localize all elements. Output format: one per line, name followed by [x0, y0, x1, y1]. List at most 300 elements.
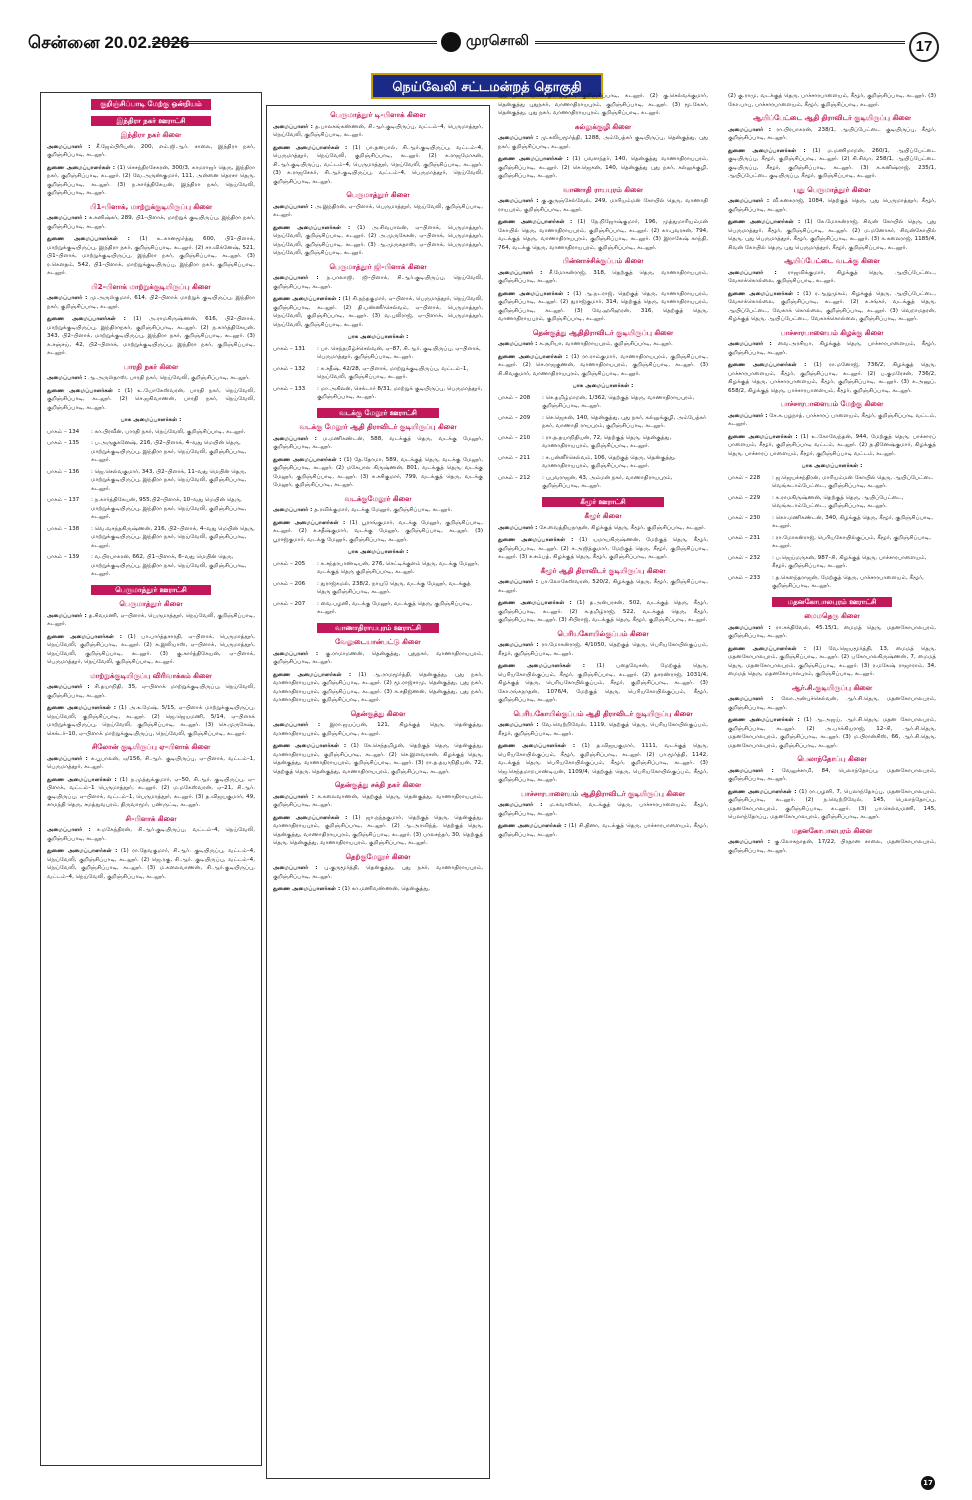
role-label: அமைப்பாளர் :: [47, 684, 90, 690]
member-details: (1) உ.கோவேந்தன், 944, மேற்குத் தெரு, பாச்சாரப் பாளையம், கீழூர், குறிஞ்சிப்பாடி வட்டம், கடலூர். (2) த.தினேஷ்குமார், கிழக்குத் தெரு, பாச்சாரப் பாளையம், கீழூர், குறிஞ்சிப்பாடி வட்டம், கடலூர்.: [728, 433, 937, 457]
section-heading: குறிஞ்சிப்பாடி மேற்கு ஒன்றியம்: [91, 99, 211, 110]
branch-heading: பெரியகோயில்குப்பம் ஆதி திராவிடர் குடியிருப்பு கிளை: [513, 709, 693, 718]
booth-row: [728, 534, 936, 551]
member-details: கு.லோகநாதன், 17/22, பிரதான சாலை, மதனகோபாலபுரம், குறிஞ்சிப்பாடி, கடலூர்.: [728, 839, 936, 854]
role-label: துணை அமைப்பாளர்கள் :: [273, 886, 341, 892]
member-details: (1) கா.மணிவண்ணன், தென்குத்து,: [342, 886, 431, 892]
branch-heading: பாரதி நகர் கிளை: [123, 362, 179, 371]
section-heading: பெருமாத்தூர் ஊராட்சி: [91, 585, 211, 596]
member-paragraph: [47, 847, 255, 881]
member-paragraph: [728, 412, 936, 429]
branch-heading: வடக்கு மேலூர் ஆதி திராவிடர் குடியிருப்பு கிளை: [299, 423, 457, 431]
member-paragraph: [273, 274, 483, 291]
booth-number: பாகம் – 132: [273, 365, 306, 372]
role-label: அமைப்பாளர் :: [273, 793, 314, 800]
role-label: அமைப்பாளர் :: [273, 507, 313, 513]
booth-number: பாகம் – 211: [498, 454, 531, 461]
booth-number: பாகம் – 135: [47, 440, 80, 446]
member-paragraph: [498, 742, 708, 785]
member-details: (1) தே.தோமா, 589, வடக்குத் தெரு, வடக்கு மேலூர், குறிஞ்சிப்பாடி, கடலூர். (2) மகேபால கிருஷ்ணன், 801, வடக்குத் தெரு, வடக்கு மேலூர், குறிஞ்சிப்பாடி, கடலூர். (3) சு.சசிகுமார், 799, வடக்குத் தெரு, வடக்கு மேலூர், குறிஞ்சிப்பாடி, கடலூர்.: [273, 456, 484, 488]
member-details: ரா.பிரபாகரன், 238/1, ஆயிப்பேட்டை குடியிருப்பு, கீழூர், குறிஞ்சிப்பாடி, கடலூர்.: [728, 126, 936, 141]
member-details: (2) கு.ராமு, வடக்குத் தெரு, பாச்சாரபாளையம், கீழூர், குறிஞ்சிப்பாடி, கடலூர். (3) கோ.பாபு, பாச்சாரபாளையம், கீழூர், குறிஞ்சிப்பாடி, கடலூர்.: [728, 93, 936, 108]
role-label: அமைப்பாளர் :: [273, 722, 321, 728]
branch-heading: வேலுடையான்பட்டு கிளை: [335, 638, 421, 646]
constituency-banner: நெய்வேலி சட்டமன்றத் தொகுதி: [371, 73, 603, 99]
member-details: பு.குருமூர்த்தி, தென்குத்து, புது நகர், வாணாதிராயபுரம், குறிஞ்சிப்பாடி, கடலூர்.: [273, 865, 483, 880]
booth-row: [47, 439, 255, 465]
booth-agent: : ரா.த.தயாநிதியன், 72, தெற்குத் தெரு, தென்குத்து, வாணாதிராயபுரம், குறிஞ்சிப்பாடி, கடலூர்.: [542, 434, 672, 449]
member-details: வீ.கனகராஜ், 1084, தெற்குத் தெரு, புது பெருமாத்தூர், கீழூர், குறிஞ்சிப்பாடி, கடலூர்.: [728, 198, 936, 213]
member-paragraph: [728, 290, 936, 324]
branch-heading: வாணாதி ராயபுரம் கிளை: [563, 185, 643, 194]
member-details: (1) த.அன்பரசன், 502, வடக்குத் தெரு, கீழூர், குறிஞ்சிப்பாடி, கடலூர். (2) க.தமிழ்ராஜ், 522, வடக்குத் தெரு, கீழூர், குறிஞ்சிப்பாடி, கடலூர். (3) சிபிராஜ், வடக்குத் தெரு, கீழூர், குறிஞ்சிப்பாடி, கடலூர்.: [498, 600, 709, 623]
booth-agent: : த.கௌந்தராஜன், மேற்குத் தெரு, பாச்சாரபாளையம், கீழூர், குறிஞ்சிப்பாடி, கடலூர்.: [772, 574, 924, 589]
booth-row: [273, 560, 483, 577]
role-label: துணை அமைப்பாளர்கள் :: [273, 456, 342, 463]
role-label: அமைப்பாளர் :: [47, 215, 87, 221]
member-paragraph: [273, 650, 483, 667]
booth-number: பாகம் – 131: [273, 345, 306, 352]
booth-agent: : வை.பழனி, வடக்கு மேலூர், வடக்குத் தெரு, குறிஞ்சிப்பாடி, கடலூர்.: [317, 600, 472, 615]
role-label: அமைப்பாளர் :: [273, 203, 313, 210]
member-paragraph: [728, 716, 936, 750]
booth-agent: : க.ராமகிருஷ்ணன், தெற்குத் தெரு, ஆயிப்பேட்டை, வெங்கடாம்பேட்டை, குறிஞ்சிப்பாடி, கடலூர்.: [772, 494, 904, 509]
booth-agent: : ஜெ.செல்வகுமார், 343, பி2–பிளாக், 11–வது மெயின் தெரு, மாற்றுக்குடியிருப்பு, இந்திரா நகர், நெய்வேலி, குறிஞ்சிப்பாடி, கடலூர்.: [91, 468, 247, 492]
subheading: பாக அமைப்பாளர்கள் :: [801, 463, 863, 469]
member-paragraph: [498, 822, 708, 839]
booth-row: [498, 454, 708, 471]
member-details: ம.கவாஸ்கர், வடக்குத் தெரு, பாச்சாரபாளையம், கீழூர், குறிஞ்சிப்பாடி, கடலூர்.: [498, 802, 709, 817]
branch-heading: தெற்குமேலூர் கிளை: [345, 852, 411, 861]
member-paragraph: [728, 695, 936, 712]
role-label: துணை அமைப்பாளர்கள் :: [728, 433, 798, 440]
member-paragraph: [273, 224, 483, 258]
booth-row: [47, 496, 255, 522]
member-details: (1) சி.தினா, வடக்குத் தெரு, பாச்சாரபாளையம், கீழூர், குறிஞ்சிப்பாடி, கடலூர்.: [498, 823, 708, 838]
booth-row: [728, 494, 936, 511]
subheading: பாக அமைப்பாளர்கள் :: [347, 334, 409, 340]
member-paragraph: [498, 155, 708, 181]
member-paragraph: [47, 683, 255, 700]
member-details: சு.பூபாலன், ஏ/156, சி.ஆர். குடியிருப்பு, ஏ–பிளாக், வட்டம்–1, பெருமாத்தூர், கடலூர்.: [47, 755, 255, 770]
member-paragraph: [498, 340, 708, 349]
role-label: அமைப்பாளர் :: [728, 624, 771, 631]
newspaper-logo-icon: [441, 32, 461, 52]
member-details: (1) கே.செந்தமிழன், தெற்குத் தெரு, தென்குத்து, வாணாதிராயபுரம், குறிஞ்சிப்பாடி, கடலூர். (2) செ.இளவரசன், கிழக்குத் தெரு, தென்குத்து, வாணாதிராயபுரம், குறிஞ்சிப்பாடி, கடலூர். (3) ரா.த.தயாநிதியன், 72, தெற்குத் தெரு, தென்குத்து, வாணாதிராயபுரம், குறிஞ்சிப்பாடி, கடலூர்.: [273, 743, 483, 775]
member-details: (1) செசந்திரசேகரன், 300/3, காமராஜர் தெரு, இந்திரா நகர், குறிஞ்சிப்பாடி, கடலூர். (2) வே.அருண்குமார், 111, அன்னை தெரசா தெரு, குறிஞ்சிப்பாடி, கடலூர். (3) ந.கார்த்திகேயன், இந்திரா நகர், நெய்வேலி, குறிஞ்சிப்பாடி, கடலூர்.: [47, 164, 255, 196]
member-paragraph: [47, 755, 255, 772]
member-paragraph: [273, 456, 483, 490]
branch-heading: வடக்குமேலூர் கிளை: [344, 494, 412, 503]
role-label: அமைப்பாளர் :: [728, 198, 770, 204]
booth-row: [728, 574, 936, 591]
role-label: துணை அமைப்பாளர்கள் :: [273, 743, 347, 749]
section-heading: வடக்கு மேலூர் ஊராட்சி: [317, 408, 439, 419]
booth-number: பாகம் – 136: [47, 468, 80, 475]
booth-row: [47, 553, 255, 579]
member-paragraph: [47, 633, 255, 667]
member-details: புது நகர், வாணாதிராயபுரம், குறிஞ்சிப்பாடி, கடலூர். (2) கு.செல்வக்குமார், தென்குத்து புதுநகர், வாணாதிராயபுரம், குறிஞ்சிப்பாடி, கடலூர். (3) மூ.கேசர், தென்குத்து, புது நகர், வாணாதிராயபுரம், குறிஞ்சிப்பாடி, கடலூர்.: [498, 93, 708, 116]
edition-date: சென்னை 20.02.2026: [28, 33, 190, 52]
booth-row: [273, 600, 483, 617]
member-paragraph: [498, 578, 708, 595]
footer-page-number: 17: [921, 1476, 935, 1490]
role-label: அமைப்பாளர் :: [728, 412, 768, 419]
role-label: துணை அமைப்பாளர்கள் :: [498, 290, 570, 297]
role-label: அமைப்பாளர் :: [273, 123, 313, 130]
member-paragraph: [273, 885, 483, 894]
role-label: அமைப்பாளர் :: [498, 198, 539, 204]
branch-heading: பாச்சாரபாளையம் கிழக்கு கிளை: [780, 328, 884, 337]
booth-agent: : ப.அருகுகனேஷ், 216, பி2–பிளாக், 4–வது மெயின் தெரு, மாற்றுக்குடியிருப்பு, இந்திரா நகர், நெய்வேலி, குறிஞ்சிப்பாடி, கடலூர்.: [91, 440, 247, 463]
member-details: (1) ஆ.நடராஜ், தெற்குத் தெரு, வாணாதிராயபுரம், குறிஞ்சிப்பாடி, கடலூர். (2) துராஜ்குமார், 314, தெற்குத் தெரு, வாணாதிராயபுரம், குறிஞ்சிப்பாடி, கடலூர். (3) வே.ஹரிஹரன், 316, தெற்குத் தெரு, வாணாதிராயபுரம், குறிஞ்சிப்பாடி, கடலூர்.: [498, 290, 709, 322]
member-details: (1) ரா.பழனி, 7, பெலாந்தோப்பு, மதனகோபாலபுரம், குறிஞ்சிப்பாடி, கடலூர். (2) ந.வெற்றிவேல், 145, பெலாந்தோப்பு, மதனகோபாலபுரம், குறிஞ்சிப்பாடி, கடலூர். (3) பா.செல்வமணி, 145, பெலாந்தோப்பு, மதனகோபாலபுரம், குறிஞ்சிப்பாடி, கடலூர்.: [728, 788, 937, 820]
role-label: துணை அமைப்பாளர்கள் :: [728, 219, 801, 225]
member-details: (1) சி.நந்தகுமார், ஏ–பிளாக், பெருமாத்தூர், நெய்வேலி, குறிஞ்சிப்பாடி, கடலூர். (2) தி.பண்ணீர்செல்வம், ஏ–பிளாக், பெருமாத்தூர், நெய்வேலி, குறிஞ்சிப்பாடி, கடலூர். (3) வ.புலிராஜ், ஏ–பிளாக், பெருமாத்தூர், நெய்வேலி, குறிஞ்சிப்பாடி, கடலூர்.: [273, 296, 484, 328]
member-paragraph: [728, 92, 936, 109]
member-details: (1) ர.ஆறுமுகம், கிழக்குத் தெரு, ஆயிப்பேட்டை, வேகாக்கொல்லை, குறிஞ்சிப்பாடி, கடலூர். (2) க.சங்கர், வடக்குத் தெரு, ஆயிப்பேட்டை, வேகாக் கொல்லை, குறிஞ்சிப்பாடி, கடலூர். (3) வெறாமதரன், கிழக்குத் தெரு, ஆயிப்பேட்டை, வேகாக்கொல்லை, குறிஞ்சிப்பாடி, கடலூர்.: [728, 290, 937, 322]
member-details: மு.அருள்குமார், 614, பி2–பிளாக் மாற்றுக் குடியிருப்பு, இந்திரா நகர், குறிஞ்சிப்பாடி, கடலூர்.: [47, 295, 255, 310]
role-label: அமைப்பாளர் :: [47, 295, 88, 301]
member-details: (1) பா.தனபால், சி.ஆர்.குடியிருப்பு, வட்டம்–4, பெருமாத்தூர், நெய்வேலி, குறிஞ்சிப்பாடி, கடலூர். (2) க.ராஜமோகன், சி.ஆர்.குடியிருப்பு, வட்டம்–4, பெருமாத்தூர், நெய்வேலி, குறிஞ்சிப்பாடி, கடலூர். (3) சு.ராஜசேகர், சி.ஆர்.குடியிருப்பு, வட்டம்–4, பெருமாத்தூர், நெய்வேலி, குறிஞ்சிப்பாடி, கடலூர்.: [273, 144, 483, 185]
member-details: (1) ம.மணிமாறன், 260/1, ஆயிப்பேட்டை குடியிருப்பு, கீழூர், குறிஞ்சிப்பாடி, கடலூர். (2) சி.சிவா, 258/1, ஆயிப்பேட்டை குடியிருப்பு, கீழூர், குறிஞ்சிப்பாடி, கடலூர். (3) க.கனிஷ்ராஜ், 235/1, ஆயிப்பேட்டை குடியிருப்பு, கீழூர், குறிஞ்சிப்பாடி, கடலூர்.: [728, 147, 937, 179]
branch-heading: மாற்றுக்குடியிருப்பு விரிவாக்கம் கிளை: [90, 671, 212, 680]
role-label: துணை அமைப்பாளர்கள் :: [47, 848, 118, 854]
member-paragraph: [498, 536, 708, 562]
booth-number: பாகம் – 138: [47, 525, 80, 532]
member-paragraph: [728, 340, 936, 357]
booth-number: பாகம் – 230: [728, 514, 761, 521]
member-details: லோ.அன்புச்செல்வன், ஆர்.சி.தெரு, மதனகோபாலபுரம், குறிஞ்சிப்பாடி, கடலூர்.: [728, 696, 936, 711]
member-details: ஆ.அருள்தாஸ், பாரதி நகர், நெய்வேலி, குறிஞ்சிப்பாடி, கடலூர்.: [88, 375, 250, 381]
member-paragraph: [273, 671, 483, 705]
member-details: (1) உ.யோகேஸ்வரன், பாரதி நகர், நெய்வேலி, குறிஞ்சிப்பாடி, கடலூர். (2) செ.ஜகிவாணன், பாரதி நகர், நெய்வேலி, குறிஞ்சிப்பாடி, கடலூர்.: [47, 387, 256, 411]
branch-heading: கீழூர் கிளை: [584, 512, 622, 520]
member-details: த.பாலகங்கண்ணன், சி.ஆர்.குடியிருப்பு, வட்டம்–4, பெருமாத்தூர், நெய்வேலி, குறிஞ்சிப்பாடி, கடலூர்.: [273, 123, 483, 138]
member-paragraph: [728, 361, 936, 395]
role-label: துணை அமைப்பாளர்கள் :: [273, 671, 352, 678]
role-label: அமைப்பாளர் :: [47, 755, 88, 762]
role-label: அமைப்பாளர் :: [728, 839, 771, 845]
branch-heading: பி1–பிளாக், மாற்றுக்குடியிருப்பு கிளை: [89, 202, 213, 211]
member-paragraph: [47, 776, 255, 810]
role-label: அமைப்பாளர் :: [47, 827, 91, 833]
member-paragraph: [47, 164, 255, 198]
branch-heading: பி2–பிளாக் மாற்றுக்குடியிருப்பு கிளை: [91, 282, 211, 291]
role-label: அமைப்பாளர் :: [498, 135, 539, 141]
role-label: துணை அமைப்பாளர்கள் :: [273, 224, 351, 231]
role-label: துணை அமைப்பாளர்கள் :: [728, 717, 800, 723]
newspaper-name: முரசொலி: [466, 33, 529, 49]
role-label: துணை அமைப்பாளர்கள் :: [498, 823, 567, 829]
booth-row: [498, 434, 708, 451]
member-details: (1) ரா.மனோஜ், 736/2, கிழக்குத் தெரு, பாச்சாரபாளையம், கீழூர், குறிஞ்சிப்பாடி, கடலூர். (2) ப.குமரேசன், 736/2, கிழக்குத் தெரு, பாச்சாரபாளையம், கீழூர், குறிஞ்சிப்பாடி, கடலூர். (3) க.அனுப், 658/2, கிழக்குத் தெரு, பாச்சாரபாளையம், கீழூர், குறிஞ்சிப்பாடி, கடலூர்.: [728, 362, 937, 394]
booth-agent: : ந.கார்த்திகேயன், 955,பி2–பிளாக், 10–வது மெயின் தெரு, மாற்றுக்குடியிருப்பு, இந்திரா நகர், நெய்வேலி, குறிஞ்சிப்பாடி, கடலூர்.: [91, 497, 247, 520]
member-details: கு.ராமாமணன், தென்குத்து, புதுநகர், வாணாதிராயபுரம், குறிஞ்சிப்பாடி, கடலூர்.: [273, 650, 484, 665]
role-label: துணை அமைப்பாளர்கள் :: [498, 219, 573, 225]
member-details: (1) ந.முத்துக்குமார், ஏ–50, சி.ஆர். குடியிருப்பு, ஏ–பிளாக், வட்டம்–1 பெருமாத்தூர், கடலூர். (2) ம.மகேஸ்வரன், ஏ–21, சி.ஆர். குடியிருப்பு, ஏ–பிளாக், வட்டம்–1, பெருமாத்தூர், கடலூர். (3) த.விஜயகுமார், 49, சாமந்தி தெரு, சமத்துவபுரம், திருவாமூர், பண்ருட்டி, கடலூர்.: [47, 776, 256, 808]
branch-heading: மைமதெரு கிளை: [804, 612, 860, 620]
role-label: துணை அமைப்பாளர்கள் :: [47, 705, 117, 711]
role-label: அமைப்பாளர் :: [728, 126, 771, 133]
branch-heading: சிலோன் குடியிருப்பு ஏ–பிளாக் கிளை: [91, 743, 211, 751]
member-details: வே.வெற்றிவேல், 1119, தெற்குத் தெரு, பெரியகோயில்குப்பம், கீழூர், குறிஞ்சிப்பாடி, கடலூர்.: [498, 722, 708, 737]
member-details: வை.அரசியா, கிழக்குத் தெரு, பாச்சாரபாளையம், கீழூர், குறிஞ்சிப்பாடி, கடலூர்.: [728, 341, 936, 356]
member-details: க.கனிஷ்கர், 289, பி1–பிளாக், மாற்றுக் குடியிருப்பு, இந்திரா நகர், குறிஞ்சிப்பாடி, கடலூர்.: [47, 215, 255, 230]
member-paragraph: [728, 838, 936, 855]
member-paragraph: [728, 433, 936, 459]
column-2: [266, 105, 490, 1479]
role-label: அமைப்பாளர் :: [273, 865, 318, 871]
member-paragraph: [498, 134, 708, 151]
member-paragraph: [498, 801, 708, 818]
member-details: ரா.சக்திவேல், 45.15/1, மைமத் தெரு, மதனகோபாலபுரம், குறிஞ்சிப்பாடி, கடலூர்.: [728, 624, 936, 639]
member-paragraph: [273, 506, 483, 515]
role-label: துணை அமைப்பாளர்கள் :: [728, 788, 797, 795]
member-paragraph: [728, 218, 936, 252]
member-paragraph: [47, 294, 255, 311]
role-label: அமைப்பாளர் :: [498, 269, 543, 276]
booth-row: [273, 345, 483, 362]
booth-number: பாகம் – 139: [47, 554, 80, 560]
branch-heading: மதனகோபாலபுரம் கிளை: [791, 826, 873, 835]
member-paragraph: [273, 144, 483, 187]
role-label: துணை அமைப்பாளர்கள் :: [498, 743, 576, 749]
masthead-rule-right: [535, 41, 905, 47]
role-label: அமைப்பாளர் :: [273, 435, 317, 442]
booth-number: பாகம் – 231: [728, 534, 761, 541]
member-details: (1) நே.நிஜோஷ்குமார், 196, முத்துமாரியம்மன் கோயில் தெரு, வாணாதிராயபுரம், குறிஞ்சிப்பாடி, கடலூர். (2) கா.புவரசன், 794, வடக்குத் தெரு, வாணாதிராயபுரம், குறிஞ்சிப்பாடி, கடலூர். (3) இராகேஷ் காந்தி, 764, வடக்கு தெரு, வாணாதிராயபுரம், குறிஞ்சிப்பாடி, கடலூர்.: [498, 219, 708, 251]
member-paragraph: [728, 767, 936, 784]
section-heading: வாணாதிராயபுரம் ஊராட்சி: [317, 623, 439, 634]
branch-heading: பெருமாத்தூர் ஜி–பிளாக் கிளை: [329, 262, 427, 271]
booth-agent: : செ.தமிழ்மாறன், 1/362, தெற்குத் தெரு, வாணாதிராயபுரம், குறிஞ்சிப்பாடி, கடலூர்.: [542, 394, 695, 409]
member-paragraph: [498, 524, 708, 533]
member-paragraph: [498, 269, 708, 286]
role-label: துணை அமைப்பாளர்கள் :: [273, 814, 348, 821]
booth-row: [498, 474, 708, 491]
member-details: க.கலைவாணன், தெற்குத் தெரு, தென்குத்து, வாணாதிராயபுரம், குறிஞ்சிப்பாடி, கடலூர்.: [273, 793, 483, 808]
member-details: இரா.ஜயப்பன், 121, கிழக்குத் தெரு, தென்குத்து, வாணாதிராயபுரம், குறிஞ்சிப்பாடி, கடலூர்.: [273, 722, 483, 737]
booth-row: [273, 580, 483, 597]
member-paragraph: [47, 143, 255, 160]
booth-number: பாகம் – 232: [728, 554, 761, 561]
booth-row: [498, 394, 708, 411]
section-heading: இந்திரா நகர் ஊராட்சி: [91, 116, 211, 127]
masthead-rule-left: [152, 41, 437, 47]
booth-agent: : கொ.மணிகண்டன், 340, கிழக்குத் தெரு, கீழூர், குறிஞ்சிப்பாடி, கடலூர்.: [772, 514, 934, 529]
role-label: அமைப்பாளர் :: [498, 524, 538, 531]
booth-agent: : ரா.மோகன்ராஜ், பெரியகோயில்குப்பம், கீழூர், குறிஞ்சிப்பாடி, கடலூர்.: [772, 534, 931, 549]
role-label: துணை அமைப்பாளர்கள் :: [47, 776, 117, 783]
member-paragraph: [273, 295, 483, 329]
role-label: துணை அமைப்பாளர்கள் :: [273, 519, 346, 526]
branch-heading: தென்குத்து சக்தி நகர் கிளை: [334, 781, 422, 789]
booth-row: [273, 385, 483, 402]
member-details: கு.குருஞ்சேல்வேல், 249, மாரியம்மன் கோயில் தெரு, வாணாதி ராயபுரம், குறிஞ்சிப்பாடி, கடலூர்.: [498, 198, 708, 213]
booth-agent: : செ.ஜெகன், 140, தென்குத்து, புது நகர், கல்லுக்குழி, அம்பேத்கர் நகர், வாணாதி ராயபுரம், குறிஞ்சிப்பாடி, கடலூர்.: [542, 414, 707, 429]
role-label: அமைப்பாளர் :: [47, 375, 87, 381]
member-paragraph: [273, 519, 483, 545]
page-number-badge: 17: [909, 32, 939, 62]
booth-number: பாகம் – 208: [498, 394, 531, 401]
member-details: (1) ஆ.அஜய், ஆர்.சி.தெரு, மதன கோபாலபுரம், குறிஞ்சிப்பாடி, கடலூர். (2) அ.பாக்கியராஜ், 12–சி, ஆர்.சி.தெரு, மதனகோபாலபுரம், குறிஞ்சிப்பாடி, கடலூர். (3) ம.பிரான்சிஸ், 66, ஆர்.சி.தெரு, மதனகோபாலபுரம், குறிஞ்சிப்பாடி, கடலூர்.: [728, 717, 937, 749]
role-label: துணை அமைப்பாளர்கள் :: [47, 236, 130, 242]
role-label: அமைப்பாளர் :: [498, 802, 543, 808]
branch-heading: கல்லுக்குழி கிளை: [574, 122, 632, 131]
member-paragraph: [498, 197, 708, 214]
booth-number: பாகம் – 212: [498, 474, 531, 481]
booth-number: பாகம் – 137: [47, 497, 80, 503]
role-label: அமைப்பாளர் :: [498, 341, 538, 347]
booth-agent: : புபுவராஜன், 43, அம்மன் நகர், வாணாதிராயபுரம், குறிஞ்சிப்பாடி, கடலூர்.: [542, 474, 673, 489]
member-details: ரா.மோகன்ராஜ், 4/1050, தெற்குத் தெரு, பெரியகோயில்குப்பம், கீழூர், குறிஞ்சிப்பாடி, கடலூர்.: [498, 642, 708, 657]
role-label: துணை அமைப்பாளர்கள் :: [47, 316, 126, 322]
role-label: துணை அமைப்பாளர்கள் :: [728, 645, 807, 652]
branch-heading: ஆயிப்பேட்டை ஆதி திராவிடர் குடியிருப்பு கிளை: [752, 114, 912, 122]
member-paragraph: [47, 387, 255, 413]
role-label: அமைப்பாளர் :: [728, 767, 774, 774]
member-paragraph: [47, 612, 255, 629]
booth-agent: : ச.பன்னீர்செல்வம், 106, தெற்குத் தெரு, தென்குத்து, வாணாதிராயபுரம், குறிஞ்சிப்பாடி, கடலூர்.: [542, 454, 676, 469]
member-details: (1) ஜா.நந்தகுமார், தெற்குத் தெரு, தென்குத்து, வாணாதிராயபுரம், குறிஞ்சிப்பாடி, கடலூர். (2) ஆ.அரவிந்த், தெற்குத் தெரு, தென்குத்து, வாணாதிராயபுரம், குறிஞ்சிப்பாடி, கடலூர். (3) பாலசந்தர், 30, தெற்குத் தெரு, தென்குத்து, வாணாதிராயபுரம், குறிஞ்சிப்பாடி, கடலூர்.: [273, 814, 484, 846]
member-paragraph: [498, 662, 708, 705]
branch-heading: பாச்சாரபாளையம் மேற்கு கிளை: [780, 400, 884, 408]
member-paragraph: [498, 218, 708, 252]
branch-heading: பின்னாச்சிக்குப்பம் கிளை: [562, 257, 644, 265]
member-details: த.சிவமணி, ஏ–பிளாக், பெருமாத்தூர், நெய்வேலி, குறிஞ்சிப்பாடி, கடலூர்.: [47, 612, 255, 627]
branch-heading: ஆர்.சி.குடியிருப்பு கிளை: [791, 683, 873, 692]
member-paragraph: [498, 641, 708, 658]
booth-agent: : சு.சதீஷ், 42/28, ஏ–பிளாக், மாற்றுக்குடியிருப்பு, வட்டம்–1, நெய்வேலி, குறிஞ்சிப்பாடி, கடலூர்.: [317, 365, 469, 380]
member-details: அ.இந்திரன், ஏ–பிளாக், பெருமாத்தூர், நெய்வேலி, குறிஞ்சிப்பாடி, கடலூர்.: [273, 203, 483, 218]
booth-agent: : பா. செந்தமிழ்ச்செல்வன், ஏ–87, சி.ஆர். குடியிருப்பு, ஏ–பிளாக், பெருமாத்தூர், குறிஞ்சிப்பாடி, கடலூர்.: [317, 345, 481, 360]
branch-heading: பெருமாத்தூர் டி–பிளாக் கிளை: [330, 111, 426, 119]
role-label: துணை அமைப்பாளர்கள் :: [273, 144, 348, 151]
member-paragraph: [47, 374, 255, 383]
role-label: துணை அமைப்பாளர்கள் :: [498, 353, 569, 360]
member-details: ம.மணிகண்டன், 588, வடக்குத் தெரு, வடக்கு மேலூர், குறிஞ்சிப்பாடி, கடலூர்.: [273, 435, 483, 450]
booth-agent: : ஜ.ஜெயச்சந்திரன், மாரியம்மன் கோயில் தெரு, ஆயிப்பேட்டை வெங்கடாம்பேட்டை, குறிஞ்சிப்பாடி, கடலூர்.: [772, 474, 934, 489]
role-label: அமைப்பாளர் :: [498, 579, 539, 585]
member-details: பா.லோகேஸ்வரன், 520/2, கிழக்குத் தெரு, கீழூர், குறிஞ்சிப்பாடி, கடலூர்.: [498, 579, 708, 594]
member-paragraph: [273, 793, 483, 810]
member-paragraph: [728, 197, 936, 214]
section-heading: மதனகோபாலபுரம் ஊராட்சி: [772, 597, 892, 608]
member-paragraph: [47, 235, 255, 278]
member-paragraph: [498, 92, 708, 118]
member-paragraph: [498, 353, 708, 379]
member-details: (1) அ.ராமகிருஷ்ணன், 616, பி2–பிளாக், மாற்றுக்குடியிருப்பு, இந்திராநகர், குறிஞ்சிப்பாடி, கடலூர். (2) ந.கார்த்திகேயன், 343, பி2–பிளாக், மாற்றுக்குடியிருப்பு, இந்திரா நகர், குறிஞ்சிப்பாடி, கடலூர். (3) க.சஞ்சய், 42, பி2–பிளாக், மாற்றுக்குடியிருப்பு, இந்திரா நகர், குறிஞ்சிப்பாடி, கடலூர்.: [47, 316, 255, 356]
member-details: த.ரவிக்குமார், வடக்கு மேலூர், குறிஞ்சிப்பாடி, கடலூர்.: [314, 507, 453, 513]
member-details: (1) உ.கானமூர்த்து 600, பி1–பிளாக், மாற்றுக்குடியிருப்பு, இந்திரா நகர், குறிஞ்சிப்பாடி, கடலூர். (2) சா.விக்னேஷ், 521, பி1–பிளாக், மாற்றுக்குடியிருப்பு, இந்திரா நகர், குறிஞ்சிப்பாடி, கடலூர். (3) ர.கௌதம், 542, பி1–பிளாக், மாற்றுக்குடியிருப்பு, இந்திரா நகர், குறிஞ்சிப்பாடி, கடலூர்.: [47, 236, 255, 276]
booth-row: [728, 514, 936, 531]
branch-heading: பெருமாத்தூர் கிளை: [119, 600, 183, 608]
branch-heading: கீழூர் ஆதி திராவிடர் குடியிருப்பு கிளை: [540, 566, 666, 575]
booth-row: [498, 414, 708, 431]
booth-row: [47, 428, 255, 437]
role-label: அமைப்பாளர் :: [498, 722, 539, 728]
role-label: அமைப்பாளர் :: [728, 269, 777, 276]
booth-agent: : துராஜ்கமல், 238/2, நாயுடு தெரு, வடக்கு மேலூர், வடக்குத் தெரு குறிஞ்சிப்பாடி, கடலூர்.: [317, 580, 471, 595]
member-paragraph: [273, 864, 483, 881]
role-label: துணை அமைப்பாளர்கள் :: [728, 147, 806, 154]
role-label: அமைப்பாளர் :: [728, 341, 772, 347]
member-paragraph: [498, 290, 708, 324]
member-details: க.சூரியா, வாணாதிராயபுரம், குறிஞ்சிப்பாடி, கடலூர்.: [539, 341, 673, 347]
column-4: [722, 92, 942, 1464]
branch-heading: சி–பிளாக் கிளை: [125, 814, 177, 823]
role-label: துணை அமைப்பாளர்கள் :: [273, 296, 341, 302]
branch-heading: ஆயிப்பேட்டை வடக்கு கிளை: [784, 257, 880, 265]
member-paragraph: [728, 147, 936, 181]
member-paragraph: [273, 721, 483, 738]
booth-agent: : வெ.வசந்தகிருஷ்ணன், 216, பி2–பிளாக், 4–வது மெயின் தெரு, மாற்றுக்குடியிருப்பு, இந்திரா நகர், நெய்வேலி, குறிஞ்சிப்பாடி, கடலூர்.: [91, 525, 255, 549]
member-paragraph: [728, 126, 936, 143]
masthead: [0, 0, 972, 62]
role-label: துணை அமைப்பாளர்கள் :: [47, 633, 123, 640]
member-details: சீ.மோகன்ராஜ், 318, தெற்குத் தெரு, வாணாதிராயபுரம், குறிஞ்சிப்பாடி, கடலூர்.: [498, 269, 709, 284]
member-details: சி.தயாநிதி, 35, ஏ–பிளாக் மாற்றுக்குடியிருப்பு, நெய்வேலி, குறிஞ்சிப்பாடி, கடலூர்.: [47, 684, 255, 699]
member-details: (1) அ.சிவபாலன், ஏ–பிளாக், பெருமாத்தூர், நெய்வேலி, குறிஞ்சிப்பாடி, கடலூர். (2) அ.முருகேசன், ஏ–பிளாக், பெருமாத்தூர், நெய்வேலி, குறிஞ்சிப்பாடி, கடலூர். (3) ஆ.முருகதாஸ், ஏ–பிளாக், பெருமாத்தூர், நெய்வேலி, குறிஞ்சிப்பாடி, கடலூர்.: [273, 224, 484, 256]
member-details: (1) பூராங்குமார், வடக்கு மேலூர், குறிஞ்சிப்பாடி, கடலூர். (2) ச.சதீஷ்குமார், வடக்கு மேலூர், குறிஞ்சிப்பாடி, கடலூர். (3) பூராஜ்குமார், வடக்கு மேலூர், குறிஞ்சிப்பாடி, கடலூர்.: [273, 519, 484, 543]
member-details: (1) ரா.ராம்குமார், வாணாதிராயபுரம், குறிஞ்சிப்பாடி, கடலூர். (2) செ.ராஜகுணன், வாணாதிராயபுரம், குறிஞ்சிப்பாடி, கடலூர். (3) சி.சிவகுமார், வாணாதிராயபுரம், குறிஞ்சிப்பாடி, கடலூர்.: [498, 353, 709, 377]
member-details: சே.க.பழநாத், பாச்சாரப் பாளையம், கீழூர், குறிஞ்சிப்பாடி வட்டம், கடலூர்.: [728, 412, 936, 427]
member-details: ராஜவிக்குமார், கிழக்குத் தெரு, ஆயிப்பேட்டை, வேகாக்கொல்லை, குறிஞ்சிப்பாடி, கடலூர்.: [728, 269, 937, 284]
role-label: அமைப்பாளர் :: [273, 275, 319, 281]
subheading: பாக அமைப்பாளர்கள் :: [120, 417, 182, 423]
branch-heading: பெரியகோயில்குப்பம் கிளை: [557, 629, 649, 638]
booth-number: பாகம் – 205: [273, 560, 306, 567]
booth-agent: : வ.பிரபாகரன், 662, பி1–பிளாக், 6–வது மெயின் தெரு, மாற்றுக்குடியிருப்பு, இந்திரா நகர், நெய்வேலி, குறிஞ்சிப்பாடி, கடலூர்.: [91, 554, 247, 577]
role-label: அமைப்பாளர் :: [728, 696, 774, 702]
member-paragraph: [47, 826, 255, 843]
member-paragraph: [47, 214, 255, 231]
column-1: [40, 92, 262, 1466]
member-details: (1) பதைவேசன், மேற்குத் தெரு, பெரியகோயில்குப்பம், கீழூர், குறிஞ்சிப்பாடி, கடலூர். (2) தசரண்ராஜ், 1031/4, கிழக்குத் தெரு, பெரியகோயில்குப்பம், கீழூர், குறிஞ்சிப்பாடி, கடலூர். (3) கோ.ரங்கநாதன், 1076/4, மேற்குத் தெரு, பெரியகோயில்குப்பம், கீழூர், குறிஞ்சிப்பாடி, கடலூர்.: [498, 663, 708, 703]
member-details: ச.மகேந்திரன், சி.ஆர்.குடியிருப்பு, வட்டம்–4, நெய்வேலி, குறிஞ்சிப்பாடி, கடலூர்.: [47, 827, 255, 842]
booth-number: பாகம் – 210: [498, 434, 531, 441]
booth-number: பாகம் – 134: [47, 428, 80, 435]
booth-agent: : ப.ஜெய்மருகன், 987–சி, கிழக்குத் தெரு, பாச்சாரபாளையம், கீழூர், குறிஞ்சிப்பாடி, கடலூர்.: [772, 554, 927, 569]
role-label: துணை அமைப்பாளர்கள் :: [728, 362, 807, 368]
member-paragraph: [273, 123, 483, 140]
role-label: அமைப்பாளர் :: [47, 143, 91, 150]
member-details: (1) பா.பார்த்தசாரதி, ஏ–பிளாக், பெருமாத்தூர், நெய்வேலி, குறிஞ்சிப்பாடி, கடலூர். (2) க.இலியாஸ், ஏ–பிளாக், பெருமாத்தூர், நெய்வேலி, குறிஞ்சிப்பாடி, கடலூர். (3) கு.கார்த்திகேயன், ஏ–பிளாக், பெருமாத்தூர், நெய்வேலி, குறிஞ்சிப்பாடி, கடலூர்.: [47, 633, 255, 665]
booth-number: பாகம் – 233: [728, 574, 761, 581]
role-label: துணை அமைப்பாளர்கள் :: [728, 290, 800, 297]
member-details: (1) த.விஜயகுமார், 1111, வடக்குத் தெரு, பெரியகோயில்குப்பம், கீழூர், குறிஞ்சிப்பாடி, கடலூர். (2) பா.மூர்த்தி, 1142, வடக்குத் தெரு, பெரியகோயில்குப்பம், கீழூர், குறிஞ்சிப்பாடி, கடலூர். (3) ஜெ.செந்தமாறபாண்டியன், 1109/4, தெற்குத் தெரு, பெரியகோயில்குப்பம், கீழூர், குறிஞ்சிப்பாடி, கடலூர்.: [498, 743, 708, 783]
member-paragraph: [728, 269, 936, 286]
role-label: துணை அமைப்பாளர்கள் :: [47, 387, 121, 394]
role-label: அமைப்பாளர் :: [498, 642, 539, 648]
branch-heading: பெருமாத்தூர் கிளை: [346, 191, 410, 199]
booth-row: [273, 365, 483, 382]
booth-number: பாகம் – 206: [273, 580, 306, 587]
role-label: துணை அமைப்பாளர்கள் :: [498, 537, 574, 543]
member-details: மு.கலியமூர்த்தி, 1288, அம்பேத்கர் குடியிருப்பு, தென்குத்து, புது நகர், குறிஞ்சிப்பாடி, கடலூர்.: [498, 135, 709, 150]
member-paragraph: [498, 599, 708, 625]
branch-heading: பாச்சாரபாளையம் ஆதிதிராவிடர் குடியிருப்பு கிளை: [521, 789, 685, 798]
branch-heading: புது பெருமாத்தூர் கிளை: [793, 185, 871, 194]
booth-agent: : கா.பிரவீன், பாரதி நகர், நெய்வேலி, குறிஞ்சிப்பாடி, கடலூர்.: [91, 428, 246, 435]
member-details: சே.வைத்தியநாதன், கிழக்குத் தெரு, கீழூர், குறிஞ்சிப்பாடி, கடலூர்.: [539, 524, 706, 531]
booth-row: [47, 525, 255, 551]
role-label: துணை அமைப்பாளர்கள் :: [498, 600, 572, 606]
booth-number: பாகம் – 229: [728, 494, 761, 501]
member-paragraph: [728, 624, 936, 641]
member-details: (1) ரா.தேவகுமார், சி.ஆர். குடியிருப்பு, வட்டம்–4, நெய்வேலி, குறிஞ்சிப்பாடி, கடலூர். (2) ஜெ.ரகு, சி.ஆர். குடியிருப்பு, வட்டம்–4, நெய்வேலி, குறிஞ்சிப்பாடி, கடலூர். (3) ம.கலைவாணன், சி.ஆர்.குடியிருப்பு, வட்டம்–4, நெய்வேலி, குறிஞ்சிப்பாடி, கடலூர்.: [47, 848, 256, 880]
